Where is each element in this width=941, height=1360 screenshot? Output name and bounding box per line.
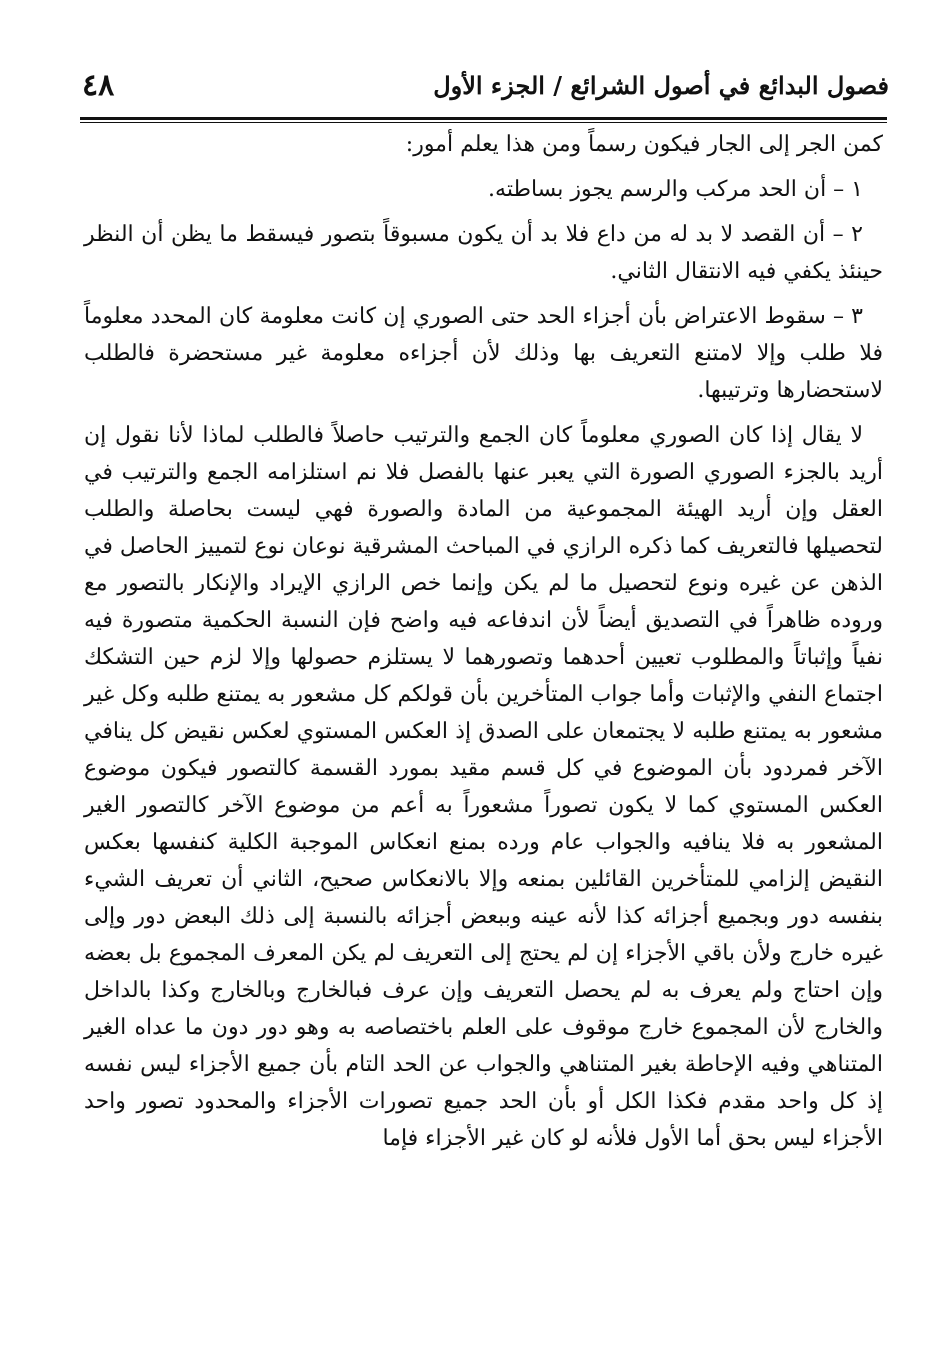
- header-rule: [80, 117, 887, 123]
- running-title: فصول البدائع في أصول الشرائع / الجزء الأول: [433, 70, 889, 100]
- page-body: [84, 126, 883, 1157]
- paragraph-intro: كمن الجر إلى الجار فيكون رسماً ومن هذا يعلم أمور:: [405, 132, 883, 157]
- page-header: [82, 62, 889, 108]
- list-item-2: ٢ – أن القصد لا بد له من داع فلا بد أن يكون مسبوقاً بتصور فيسقط ما يظن أن النظر حينئذ يكفي فيه الانتقال الثاني.: [84, 222, 883, 284]
- page-number: ٤٨: [82, 67, 115, 103]
- list-item-1: ١ – أن الحد مركب والرسم يجوز بساطته.: [488, 177, 863, 202]
- list-item-3: ٣ – سقوط الاعتراض بأن أجزاء الحد حتى الصوري إن كانت معلومة كان المحدد معلوماً فلا طلب وإلا لامتنع التعريف بها وذلك لأن أجزاءه معلومة غير مستحضرة فالطلب لاستحضارها وترتيبها.: [84, 304, 883, 403]
- paragraph-main: لا يقال إذا كان الصوري معلوماً كان الجمع والترتيب حاصلاً فالطلب لماذا لأنا نقول إن أريد بالجزء الصوري الصورة التي يعبر عنها بالفصل فلا نم استلزامه الجمع والترتيب في العقل وإن أريد الهيئة المجموعية من المادة والصورة فهي ليست بحاصلة والطلب لتحصيلها فالتعريف كما ذكره الرازي في المباحث المشرقية نوعان نوع لتمييز الحاصل في الذهن عن غيره ونوع لتحصيل ما لم يكن وإنما خص الرازي الإيراد والإنكار بالتصور مع وروده ظاهراً في التصديق أيضاً لأن اندفاعه فيه واضح فإن النسبة الحكمية متصورة فيه نفياً وإثباتاً والمطلوب تعيين أحدهما وتصورهما لا يستلزم حصولها وإلا لزم حين التشكك اجتماع النفي والإثبات وأما جواب المتأخرين بأن قولكم كل مشعور به يمتنع طلبه وكل غير مشعور به يمتنع طلبه لا يجتمعان على الصدق إذ العكس المستوي لعكس نقيض كل ينافي الآخر فمردود بأن الموضوع في كل قسم مقيد بمورد القسمة كالتصور فيكون موضوع العكس المستوي كما لا يكون تصوراً مشعوراً به أعم من موضوع الآخر كالتصور الغير المشعور به فلا ينافيه والجواب عام ورده بمنع انعكاس الموجبة الكلية كنفسها بعكس النقيض إلزامي للمتأخرين القائلين بمنعه وإلا بالانعكاس صحيح، الثاني أن تعريف الشيء بنفسه دور وبجميع أجزائه كذا لأنه عينه وببعض أجزائه بالنسبة إلى ذلك البعض دور وإلى غيره خارج ولأن باقي الأجزاء إن لم يحتج إلى التعريف لم يكن المعرف المجموع بل بعضه وإن احتاج ولم يعرف به لم يحصل التعريف وإن عرف فبالخارج وبالخارج وكذا بالداخل والخارج لأن المجموع خارج موقوف على العلم باختصاصه به وهو دور دون ما عداه الغير المتناهي وفيه الإحاطة بغير المتناهي والجواب عن الحد التام بأن جميع الأجزاء ليس نفسه إذ كل واحد مقدم فكذا الكل أو بأن الحد جميع تصورات الأجزاء والمحدود تصور واحد الأجزاء ليس بحق أما الأول فلأنه لو كان غير الأجزاء فإما: [84, 423, 883, 1151]
